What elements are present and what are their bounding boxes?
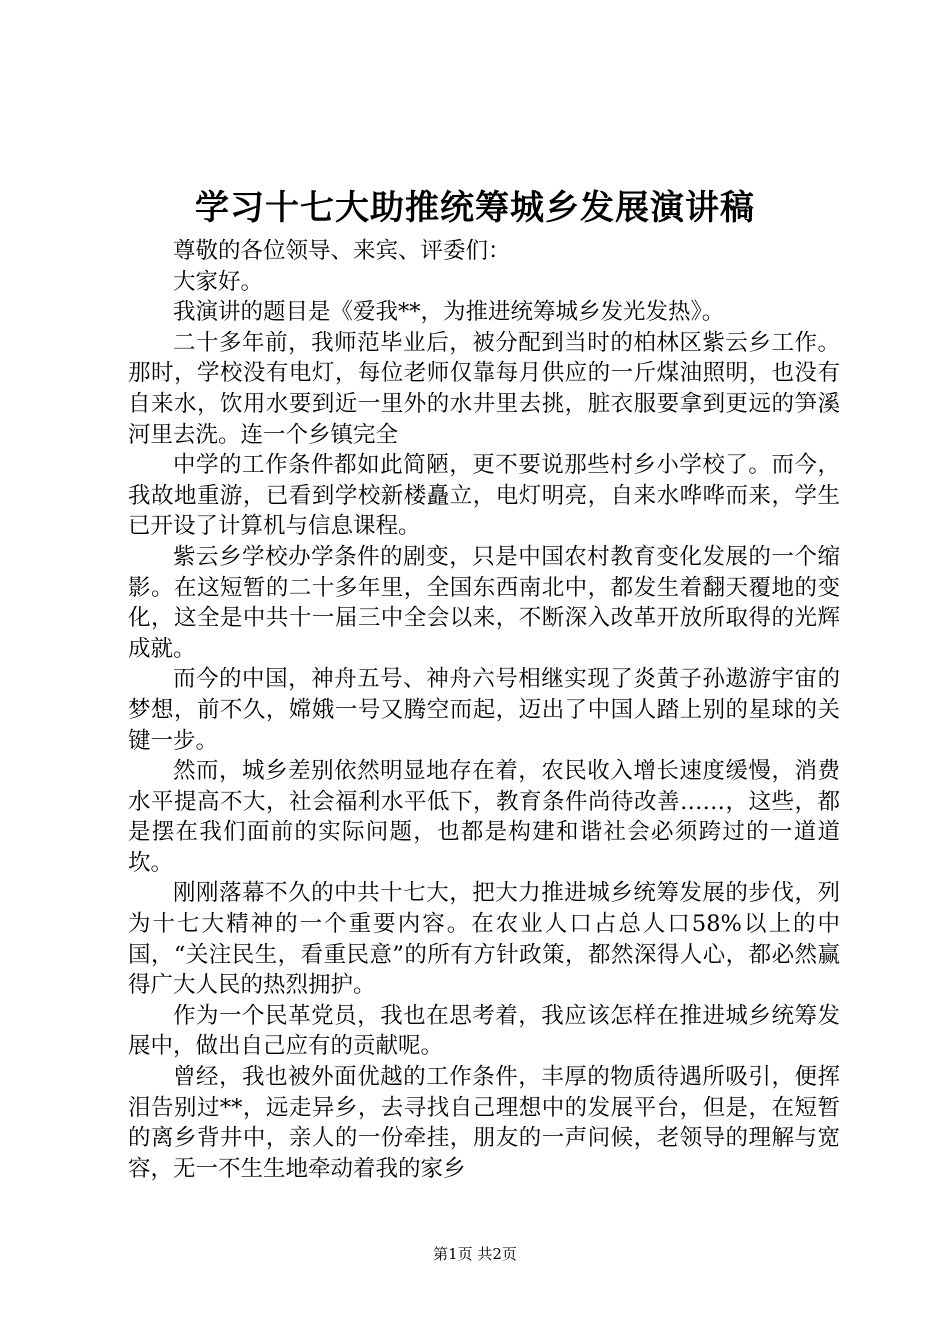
document-body	[128, 236, 840, 1184]
paragraph-body: 刚刚落幕不久的中共十七大，把大力推进城乡统筹发展的步伐，列为十七大精神的一个重要内容。在农业人口占总人口58%以上的中国，“关注民生，看重民意”的所有方针政策，都然深得人心，都必然赢得广大人民的热烈拥护。	[128, 880, 840, 999]
paragraph-body: 二十多年前，我师范毕业后，被分配到当时的柏林区紫云乡工作。那时，学校没有电灯，每位老师仅靠每月供应的一斤煤油照明，也没有自来水，饮用水要到近一里外的水井里去挑，脏衣服要拿到更远的笋溪河里去洗。连一个乡镇完全	[128, 329, 840, 448]
paragraph-salutation: 尊敬的各位领导、来宾、评委们：	[173, 238, 511, 264]
paragraph-body: 中学的工作条件都如此简陋，更不要说那些村乡小学校了。而今，我故地重游，已看到学校新楼矗立，电灯明亮，自来水哗哗而来，学生已开设了计算机与信息课程。	[128, 452, 840, 540]
paragraph-body: 作为一个民革党员，我也在思考着，我应该怎样在推进城乡统筹发展中，做出自己应有的贡献呢。	[128, 1002, 840, 1060]
paragraph-body: 然而，城乡差别依然明显地存在着，农民收入增长速度缓慢，消费水平提高不大，社会福利水平低下，教育条件尚待改善……，这些，都是摆在我们面前的实际问题，也都是构建和谐社会必须跨过的一道道坎。	[128, 758, 840, 876]
paragraph-topic: 我演讲的题目是《爱我**，为推进统筹城乡发光发热》。	[173, 299, 725, 326]
document-title: 学习十七大助推统筹城乡发展演讲稿	[195, 188, 755, 228]
paragraph-body: 而今的中国，神舟五号、神舟六号相继实现了炎黄子孙遨游宇宙的梦想，前不久，嫦娥一号又腾空而起，迈出了中国人踏上别的星球的关键一步。	[128, 666, 840, 754]
paragraph-body: 曾经，我也被外面优越的工作条件，丰厚的物质待遇所吸引，便挥泪告别过**，远走异乡，去寻找自己理想中的发展平台，但是，在短暂的离乡背井中，亲人的一份牵挂，朋友的一声问候，老领导的理解与宽容，无一不生生地牵动着我的家乡	[128, 1064, 840, 1182]
page-number-footer: 第1页 共2页	[433, 1245, 517, 1263]
paragraph-body: 紫云乡学校办学条件的剧变，只是中国农村教育变化发展的一个缩影。在这短暂的二十多年里，全国东西南北中，都发生着翻天覆地的变化，这全是中共十一届三中全会以来，不断深入改革开放所取得的光辉成就。	[128, 543, 840, 662]
paragraph-greeting: 大家好。	[173, 268, 264, 295]
